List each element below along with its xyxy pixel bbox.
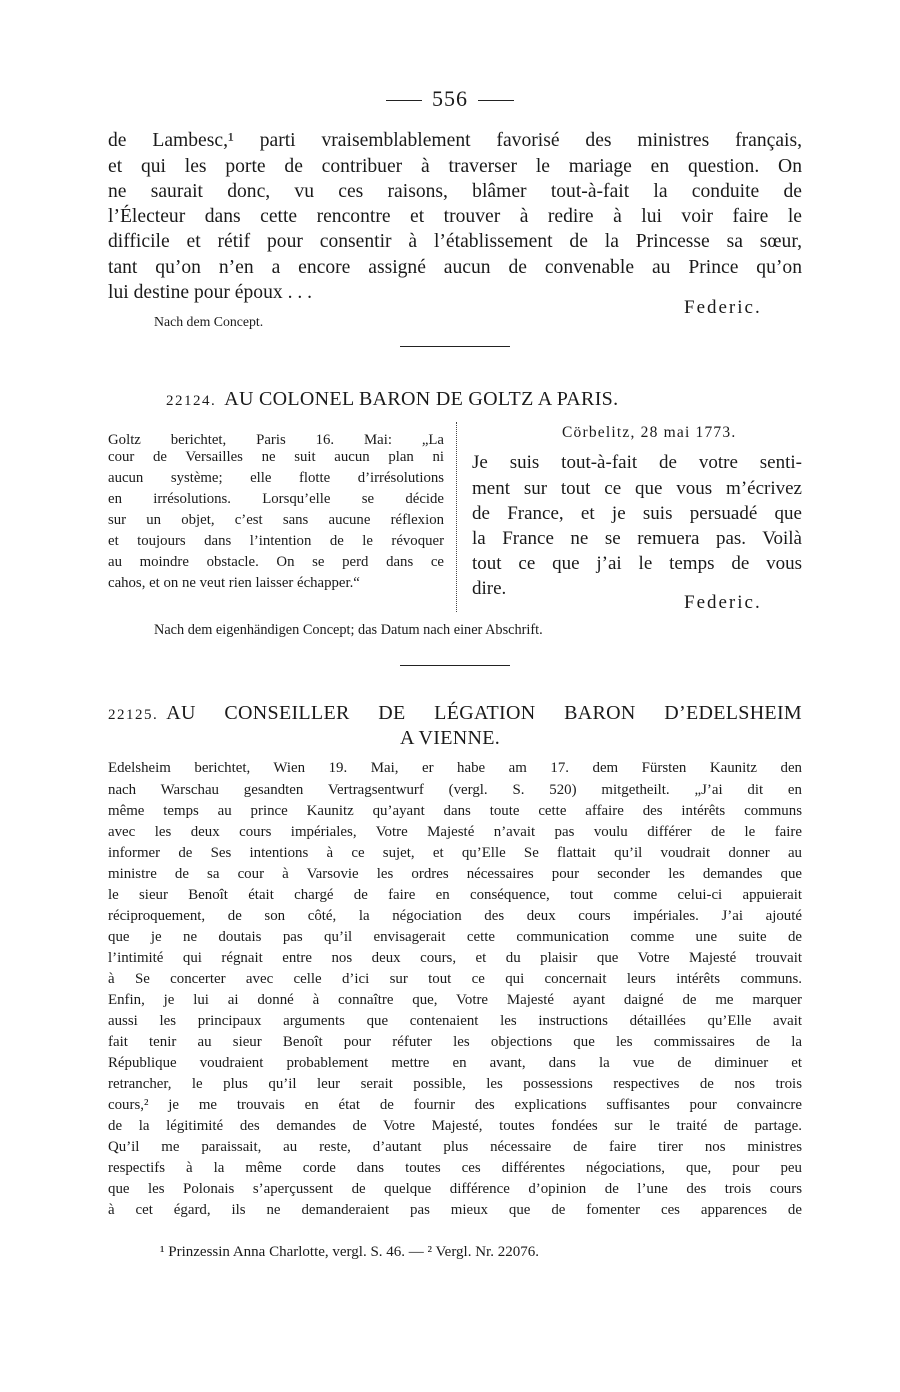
letter-line: dire. xyxy=(472,578,507,599)
section-divider xyxy=(400,346,510,347)
letter-line: de France, et je suis persuadé que xyxy=(472,503,802,524)
body-line: République voudraient probablement mettre en avant, dans la vue de diminuer et xyxy=(108,1055,802,1071)
body-line: cours,² je me trouvais en état de fournir des explications suffisantes pour convaincre xyxy=(108,1097,802,1113)
body-line: respectifs à la même corde dans toutes ces différentes négociations, que, pour peu xyxy=(108,1160,802,1176)
letter-number: 22124. xyxy=(166,393,217,409)
top-letter-source-note: Nach dem Concept. xyxy=(154,314,264,329)
letter-heading-22125 xyxy=(108,702,802,725)
summary-line: au moindre obstacle. On se perd dans ce xyxy=(108,554,444,570)
letter-line: Je suis tout-à-fait de votre senti- xyxy=(472,452,802,473)
summary-line: en irrésolutions. Lorsqu’elle se décide xyxy=(108,491,444,507)
letter-number: 22125. xyxy=(108,707,159,723)
body-line: à Se concerter avec celle d’ici sur tout ce qui concernait leurs intérêts communs. xyxy=(108,971,802,987)
summary-line: et toujours dans l’intention de le révoquer xyxy=(108,533,444,549)
top-letter-line: difficile et rétif pour consentir à l’établissement de la Princesse sa sœur, xyxy=(108,231,802,252)
body-line: le sieur Benoît était chargé de faire en conséquence, tout comme celui-ci appuierait xyxy=(108,887,802,903)
section-divider xyxy=(400,665,510,666)
letter-line: tout ce que j’ai le temps de vous xyxy=(472,553,802,574)
letter-signature: Federic. xyxy=(684,592,762,613)
body-line: aussi les principaux arguments que contenaient les instructions détaillées qu’Elle avait xyxy=(108,1013,802,1029)
body-line: informer de Ses intentions à ce sujet, et qu’Elle Se flattait qu’il voudrait donner au xyxy=(108,845,802,861)
summary-line-text: Goltz berichtet, Paris 16. Mai: „La xyxy=(108,432,444,448)
top-letter-line: et qui les porte de contribuer à traverser le mariage en question. On xyxy=(108,156,802,177)
top-letter-signature: Federic. xyxy=(684,297,762,318)
top-letter-line: lui destine pour époux . . . xyxy=(108,282,313,303)
summary-line xyxy=(108,424,444,451)
summary-line: cahos, et on ne veut rien laisser échapper.“ xyxy=(108,575,360,591)
page-number-text: 556 xyxy=(432,86,468,111)
letter-heading-22124 xyxy=(166,388,618,411)
summary-line: aucun système; elle flotte d’irrésolutions xyxy=(108,470,444,486)
letter-22124-source-note: Nach dem eigenhändigen Concept; das Datum nach einer Abschrift. xyxy=(154,622,543,638)
column-divider xyxy=(456,422,457,612)
body-line: que je ne doutais pas qu’il envisagerait cette communication comme une suite de xyxy=(108,929,802,945)
summary-line: cour de Versailles ne suit aucun plan ni xyxy=(108,449,444,465)
body-line: même temps au prince Kaunitz qu’ayant dans toute cette affaire des intérêts communs xyxy=(108,803,802,819)
page-number-dash-right xyxy=(478,100,514,101)
body-line: retrancher, le plus qu’il leur serait possible, les possessions respectives de nos trois xyxy=(108,1076,802,1092)
body-line: avec les deux cours impériales, Votre Majesté n’avait pas voulu différer de le faire xyxy=(108,824,802,840)
body-line: fait tenir au sieur Benoît pour réfuter les objections que les commissaires de la xyxy=(108,1034,802,1050)
letter-title-line1: AU CONSEILLER DE LÉGATION BARON D’EDELSHEIM xyxy=(166,702,802,724)
body-line: nach Warschau gesandten Vertragsentwurf (vergl. S. 520) mitgetheilt. „J’ai dit en xyxy=(108,782,802,798)
body-line: à cet égard, ils ne demanderaient pas mieux que de fomenter ces apparences de xyxy=(108,1202,802,1218)
body-line: Edelsheim berichtet, Wien 19. Mai, er habe am 17. dem Fürsten Kaunitz den xyxy=(108,760,802,776)
place-date: Cörbelitz, 28 mai 1773. xyxy=(562,424,737,441)
footnotes: ¹ Prinzessin Anna Charlotte, vergl. S. 46. — ² Vergl. Nr. 22076. xyxy=(160,1244,539,1260)
page-number xyxy=(0,86,900,112)
top-letter-line: ne saurait donc, vu ces raisons, blâmer tout-à-fait la conduite de xyxy=(108,181,802,202)
body-line: réciproquement, de son côté, la négociation des deux cours impériales. J’ai ajouté xyxy=(108,908,802,924)
top-letter-line: de Lambesc,¹ parti vraisemblablement favorisé des ministres français, xyxy=(108,130,802,151)
body-line: ministre de sa cour à Varsovie les ordres nécessaires pour seconder les demandes que xyxy=(108,866,802,882)
body-line: Qu’il me paraissait, au reste, d’autant plus nécessaire de faire tirer nos ministres xyxy=(108,1139,802,1155)
letter-line: la France ne se remuera pas. Voilà xyxy=(472,528,802,549)
top-letter-line: l’Électeur dans cette rencontre et trouver à redire à lui voir faire le xyxy=(108,206,802,227)
body-line: que les Polonais s’aperçussent de quelque différence d’opinion de l’une des trois cours xyxy=(108,1181,802,1197)
summary-line: sur un objet, c’est sans aucune réflexion xyxy=(108,512,444,528)
body-line: Enfin, je lui ai donné à connaître que, Votre Majesté ayant daigné de me marquer xyxy=(108,992,802,1008)
letter-line: ment sur tout ce que vous m’écrivez xyxy=(472,478,802,499)
top-letter-line: tant qu’on n’en a encore assigné aucun de convenable au Prince qu’on xyxy=(108,257,802,278)
body-line: de la légitimité des demandes de Votre Majesté, toutes fondées sur le traité de partage. xyxy=(108,1118,802,1134)
page-number-dash-left xyxy=(386,100,422,101)
letter-title-line2: A VIENNE. xyxy=(399,727,501,749)
body-line: l’intimité qui régnait entre nos deux cours, et du plaisir que Votre Majesté trouvait xyxy=(108,950,802,966)
letter-title: AU COLONEL BARON DE GOLTZ A PARIS. xyxy=(224,388,619,410)
